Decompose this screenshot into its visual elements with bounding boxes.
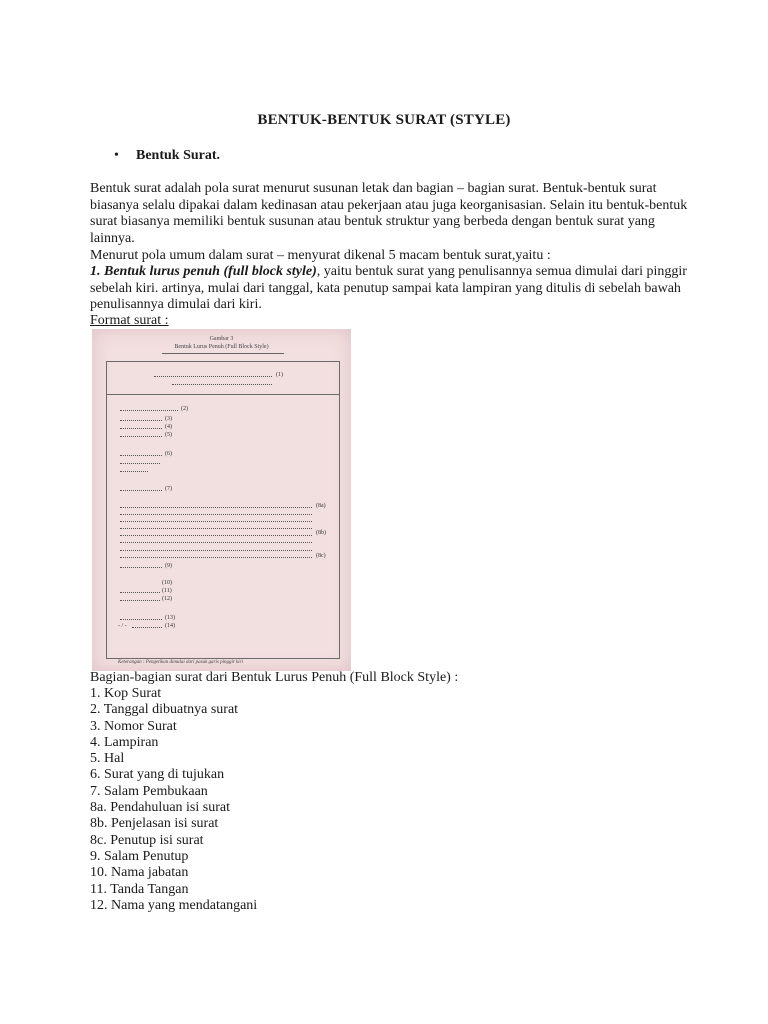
scan-line: [120, 471, 148, 472]
bullet-heading-text: Bentuk Surat.: [136, 148, 221, 163]
list-item: 6. Surat yang di tujukan: [90, 767, 225, 783]
scan-line: [120, 535, 312, 536]
scan-label-3: (3): [165, 416, 172, 422]
scan-line: [120, 592, 160, 593]
parts-list: [90, 686, 257, 914]
scan-label-dash: - / -: [118, 623, 127, 629]
scan-label-8a: (8a): [316, 503, 326, 509]
bullet-dot: •: [114, 148, 119, 163]
scan-line: [120, 490, 162, 491]
scan-line: [172, 384, 272, 385]
scan-label-12: (12): [162, 596, 172, 602]
format-label: Format surat :: [90, 313, 169, 328]
list-item: 4. Lampiran: [90, 734, 159, 750]
paragraph-full-block: [90, 264, 690, 314]
scan-line: [120, 521, 312, 522]
scan-caption-rule: [162, 353, 284, 354]
letter-format-scan: [92, 329, 351, 671]
scan-line: [120, 420, 162, 421]
scan-label-11: (11): [162, 588, 172, 594]
list-item: 3. Nomor Surat: [90, 718, 177, 734]
scan-line: [120, 528, 312, 529]
scan-line: [120, 428, 162, 429]
list-item: 10. Nama jabatan: [90, 865, 189, 881]
scan-line: [120, 542, 312, 543]
paragraph-definition: Bentuk surat adalah pola surat menurut susunan letak dan bagian – bagian surat. Bentuk-bentuk surat biasanya selalu dipakai dalam kedinasan atau pekerjaan atau juga keorganisasian. Selain itu bentuk-bentuk surat biasanya memiliki bentuk susunan atau bentuk struktur yang berbeda dengan bentuk surat yang lainnya.: [90, 181, 688, 246]
list-item: 1. Kop Surat: [90, 686, 162, 701]
scan-label-10: (10): [162, 580, 172, 586]
list-item: 2. Tanggal dibuatnya surat: [90, 702, 239, 718]
list-item: 5. Hal: [90, 751, 125, 767]
paragraph-intro: Menurut pola umum dalam surat – menyurat dikenal 5 macam bentuk surat,yaitu :: [90, 248, 551, 263]
list-item: 8c. Penutup isi surat: [90, 832, 204, 848]
scan-letter-frame: [106, 361, 340, 659]
scan-caption-figure: Gambar 3: [209, 336, 234, 342]
scan-line: [132, 627, 162, 628]
list-item: 11. Tanda Tangan: [90, 881, 189, 897]
list-item: 9. Salam Penutup: [90, 848, 189, 864]
scan-line: [120, 463, 160, 464]
full-block-heading: 1. Bentuk lurus penuh (full block style): [90, 264, 317, 279]
scan-label-13: (13): [165, 615, 175, 621]
scan-label-4: (4): [165, 424, 172, 430]
scan-line: [120, 410, 178, 411]
scan-line: [120, 550, 312, 551]
scan-line: [120, 507, 312, 508]
scan-line: [120, 514, 312, 515]
scan-footnote: Keterangan : Pengetikan dimulai dari pasak garis pinggir kiri: [118, 660, 243, 665]
scan-label-6: (6): [165, 451, 172, 457]
list-item: 7. Salam Pembukaan: [90, 783, 208, 799]
scan-header-divider: [106, 394, 340, 395]
scan-line: [120, 455, 162, 456]
scan-caption-title: Bentuk Lurus Penuh (Full Block Style): [174, 344, 269, 350]
scan-label-14: (14): [165, 623, 175, 629]
scan-line: [120, 557, 312, 558]
page-title: BENTUK-BENTUK SURAT (STYLE): [257, 112, 511, 128]
scan-label-5: (5): [165, 432, 172, 438]
scan-line: [120, 436, 162, 437]
scan-label-9: (9): [165, 563, 172, 569]
scan-label-8c: (8c): [316, 553, 326, 559]
parts-list-heading: Bagian-bagian surat dari Bentuk Lurus Penuh (Full Block Style) :: [90, 670, 459, 685]
scan-label-1: (1): [276, 372, 283, 378]
scan-line: [120, 567, 162, 568]
scan-label-2: (2): [181, 406, 188, 412]
list-item: 8a. Pendahuluan isi surat: [90, 800, 230, 816]
bullet-heading: [114, 148, 220, 164]
scan-line: [120, 619, 162, 620]
scan-label-8b: (8b): [316, 530, 326, 536]
list-item: 8b. Penjelasan isi surat: [90, 816, 219, 832]
scan-line: [154, 376, 272, 377]
scan-line: [120, 600, 160, 601]
list-item: 12. Nama yang mendatangani: [90, 897, 258, 913]
full-block-description: , yaitu bentuk surat yang penulisannya semua dimulai dari pinggir sebelah kiri. artinya, mulai dari tanggal, kata penutup sampai kata lampiran yang ditulis di sebelah bawah penulisannya dimulai dari kiri.: [90, 264, 687, 312]
scan-label-7: (7): [165, 486, 172, 492]
